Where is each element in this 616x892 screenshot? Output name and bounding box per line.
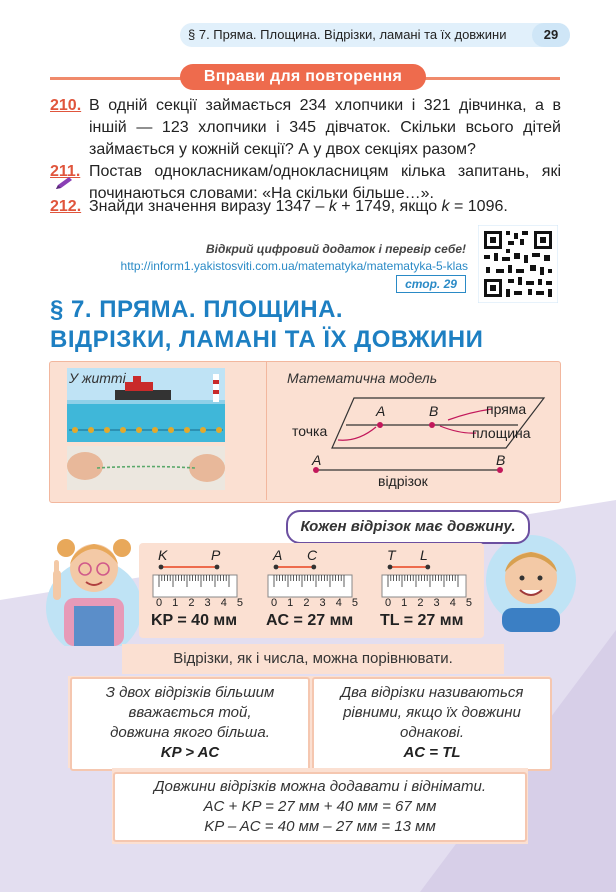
- segment-endpoint: A: [273, 547, 283, 563]
- segment-endpoint: L: [420, 547, 428, 563]
- rule-formula: AC = TL: [403, 744, 461, 761]
- repetition-title: Вправи для повторення: [180, 64, 426, 90]
- rule-line: вважається той,: [128, 704, 252, 721]
- speech-bubble: Кожен відрізок має довжину.: [286, 510, 530, 544]
- ruler-ticks: 0 1 2 3 4 5: [156, 597, 247, 609]
- label-a-bottom: A: [312, 452, 322, 468]
- ruler-ticks: 0 1 2 3 4 5: [271, 597, 362, 609]
- section-title-line1: § 7. ПРЯМА. ПЛОЩИНА.: [50, 296, 344, 323]
- rule-formula: AC + KP = 27 мм + 40 мм = 67 мм: [203, 798, 437, 815]
- digital-prompt: Відкрий цифровий додаток і перевір себе!: [205, 242, 466, 256]
- segment-ac: [266, 547, 376, 639]
- pencil-icon: [54, 176, 74, 190]
- ruler-ticks: 0 1 2 3 4 5: [385, 597, 476, 609]
- variable-k: k: [328, 198, 337, 215]
- exercise-number: 211.: [50, 163, 81, 180]
- segment-measure: AC = 27 мм: [266, 612, 354, 629]
- expr-part: + 1749, якщо: [336, 198, 442, 215]
- rule-formula: KP – AC = 40 мм – 27 мм = 13 мм: [204, 818, 436, 835]
- label-point: точка: [292, 423, 328, 439]
- lighthouse-icon: [213, 374, 219, 402]
- digital-link[interactable]: http://inform1.yakistosvіti.com.ua/matematyka/matematyka-5-klas: [120, 259, 468, 273]
- qr-code-icon[interactable]: [478, 225, 558, 303]
- expr-part: Знайди значення виразу 1347 –: [89, 198, 329, 215]
- rule-equal: [312, 677, 552, 771]
- in-life-label: У житті: [69, 370, 126, 386]
- girl-illustration: [44, 514, 144, 646]
- exercise-210: [50, 95, 562, 163]
- point-a: [377, 422, 383, 428]
- segment-measure: TL = 27 мм: [380, 612, 464, 629]
- rule-title: Довжини відрізків можна додавати і віднімати.: [153, 778, 486, 795]
- label-plane: площина: [472, 425, 531, 441]
- rule-formula: KP > AC: [160, 744, 220, 761]
- rule-addition: [113, 772, 527, 842]
- exercise-text: [89, 196, 561, 218]
- running-title: § 7. Пряма. Площина. Відрізки, ламані та їх довжини: [188, 27, 507, 42]
- compare-text: Відрізки, як і числа, можна порівнювати.: [173, 650, 453, 667]
- page-ref-badge: стор. 29: [396, 275, 466, 293]
- label-b-bottom: B: [496, 452, 506, 468]
- segment-tl: [380, 547, 490, 639]
- variable-k: k: [441, 198, 450, 215]
- rule-line: однакові.: [400, 724, 464, 741]
- rule-line: рівними, якщо їх довжини: [343, 704, 521, 721]
- exercise-text: В одній секції займається 234 хлопчики і 321 дівчинка, а в іншій — 123 хлопчики і 345 дівчаток. Скільки всього дітей займається у кожній секції? А у двох секціях разом?: [89, 97, 561, 158]
- math-model-label: Математична модель: [287, 370, 438, 386]
- segment-endpoint: K: [158, 547, 168, 563]
- expr-part: = 1096.: [449, 198, 508, 215]
- page-number: 29: [532, 23, 570, 47]
- exercise-number: 212.: [50, 198, 82, 215]
- point-b: [429, 422, 435, 428]
- section-title-line2: ВІДРІЗКИ, ЛАМАНІ ТА ЇХ ДОВЖИНИ: [50, 326, 484, 353]
- label-b-top: B: [429, 403, 439, 419]
- label-segment: відрізок: [378, 473, 428, 489]
- rule-line: Два відрізки називаються: [340, 684, 524, 701]
- rule-line: довжина якого більша.: [110, 724, 270, 741]
- segment-endpoint: T: [387, 547, 396, 563]
- segment-endpoint: P: [211, 547, 221, 563]
- exercise-text: Постав однокласникам/однокласницям кілька запитань, які починаються словами: «На скільки більше…».: [89, 163, 561, 202]
- rule-greater: [70, 677, 310, 771]
- exercise-number: 210.: [50, 97, 82, 114]
- segment-measure: KP = 40 мм: [151, 612, 238, 629]
- label-line: пряма: [486, 401, 527, 417]
- label-a-top: A: [376, 403, 386, 419]
- exercise-212: [50, 196, 562, 218]
- segment-endpoint: C: [307, 547, 318, 563]
- segment-kp: [151, 547, 261, 639]
- rule-line: З двох відрізків більшим: [105, 684, 275, 701]
